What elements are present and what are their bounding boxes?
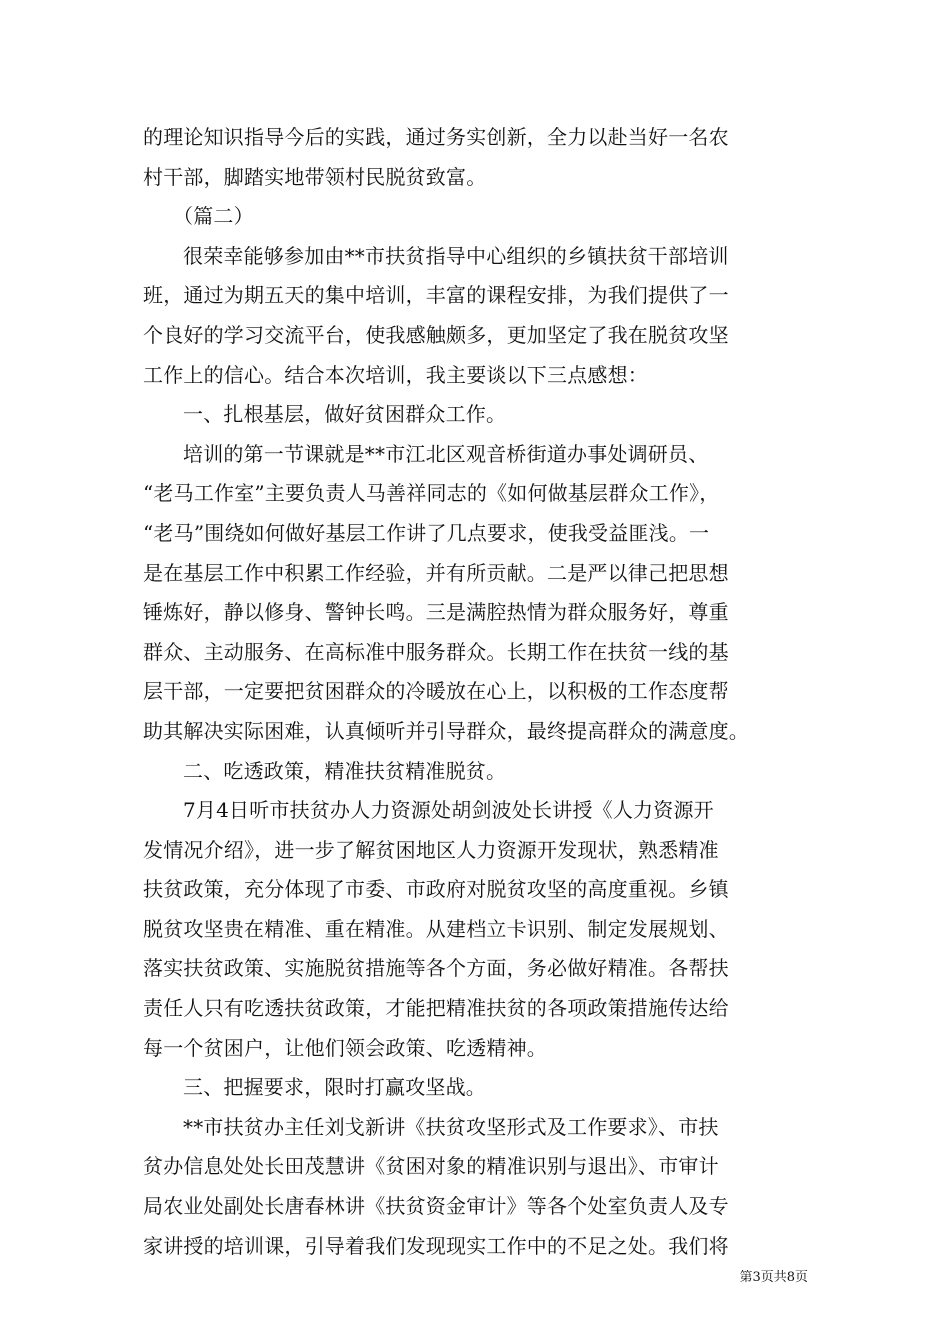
text-line: 扶贫政策，充分体现了市委、市政府对脱贫攻坚的高度重视。乡镇 bbox=[143, 877, 729, 902]
text-line: 每一个贫困户，让他们领会政策、吃透精神。 bbox=[143, 1035, 547, 1060]
heading-1 bbox=[143, 395, 807, 435]
document-body bbox=[143, 118, 807, 1266]
text-line: 班，通过为期五天的集中培训，丰富的课程安排，为我们提供了一 bbox=[143, 283, 729, 308]
page-number-footer: 第3页共8页 bbox=[739, 1270, 808, 1285]
text-line: 三、把握要求，限时打赢攻坚战。 bbox=[183, 1075, 486, 1100]
paragraph-intro bbox=[143, 237, 807, 395]
text-line: （篇二） bbox=[173, 204, 254, 229]
text-line: 是在基层工作中积累工作经验，并有所贡献。二是严以律己把思想 bbox=[143, 560, 729, 585]
text-line: 群众、主动服务、在高标准中服务群众。长期工作在扶贫一线的基 bbox=[143, 639, 729, 664]
text-line: 个良好的学习交流平台，使我感触颇多，更加坚定了我在脱贫攻坚 bbox=[143, 322, 729, 347]
paragraph-body-3 bbox=[143, 1108, 807, 1266]
paragraph-continued bbox=[143, 118, 807, 197]
heading-2 bbox=[143, 752, 807, 792]
text-line: 的理论知识指导今后的实践，通过务实创新，全力以赴当好一名农 bbox=[143, 125, 729, 149]
text-line: **市扶贫办主任刘戈新讲《扶贫攻坚形式及工作要求》、市扶 bbox=[183, 1114, 719, 1139]
text-line: 局农业处副处长唐春林讲《扶贫资金审计》等各个处室负责人及专 bbox=[143, 1194, 729, 1219]
text-line: 很荣幸能够参加由**市扶贫指导中心组织的乡镇扶贫干部培训 bbox=[183, 243, 729, 268]
text-line: 脱贫攻坚贵在精准、重在精准。从建档立卡识别、制定发展规划、 bbox=[143, 916, 729, 941]
text-line: “老马”围绕如何做好基层工作讲了几点要求，使我受益匪浅。一 bbox=[143, 520, 710, 545]
text-line: 责任人只有吃透扶贫政策，才能把精准扶贫的各项政策措施传达给 bbox=[143, 996, 729, 1021]
heading-3 bbox=[143, 1068, 807, 1108]
text-line: 村干部，脚踏实地带领村民脱贫致富。 bbox=[143, 164, 487, 189]
text-line: 层干部，一定要把贫困群众的冷暖放在心上，以积极的工作态度帮 bbox=[143, 679, 729, 704]
paragraph-body-2 bbox=[143, 791, 807, 1068]
text-line: 一、扎根基层，做好贫困群众工作。 bbox=[183, 402, 507, 427]
text-line: 落实扶贫政策、实施脱贫措施等各个方面，务必做好精准。各帮扶 bbox=[143, 956, 729, 981]
text-line: 助其解决实际困难，认真倾听并引导群众，最终提高群众的满意度。 bbox=[143, 718, 749, 743]
text-line: 家讲授的培训课，引导着我们发现现实工作中的不足之处。我们将 bbox=[143, 1233, 729, 1258]
text-line: 工作上的信心。结合本次培训，我主要谈以下三点感想： bbox=[143, 362, 648, 387]
text-line: “老马工作室”主要负责人马善祥同志的《如何做基层群众工作》， bbox=[143, 481, 720, 506]
text-line: 二、吃透政策，精准扶贫精准脱贫。 bbox=[183, 758, 507, 783]
text-line: 发情况介绍》，进一步了解贫困地区人力资源开发现状，熟悉精准 bbox=[143, 837, 719, 862]
section-title bbox=[143, 197, 807, 237]
text-line: 贫办信息处处长田茂慧讲《贫困对象的精准识别与退出》、市审计 bbox=[143, 1154, 719, 1179]
paragraph-body-1 bbox=[143, 435, 807, 752]
text-line: 培训的第一节课就是**市江北区观音桥街道办事处调研员、 bbox=[183, 441, 709, 466]
text-line: 7月4日听市扶贫办人力资源处胡剑波处长讲授《人力资源开 bbox=[183, 798, 714, 823]
text-line: 锤炼好，静以修身、警钟长鸣。三是满腔热情为群众服务好，尊重 bbox=[143, 600, 729, 625]
